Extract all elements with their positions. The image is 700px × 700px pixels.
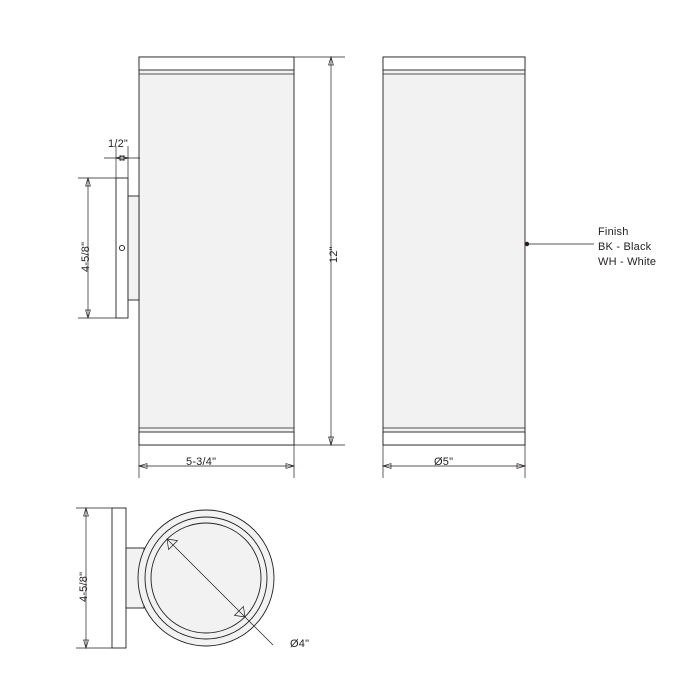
dim-label-aperture-diameter: Ø4" [290,638,310,650]
dim-label-backplate-height: 4-5/8" [80,241,92,272]
top-plan-view [112,508,274,648]
dim-label-overall-height: 12" [328,246,340,263]
dim-backplate-thickness [104,146,140,178]
dim-label-plan-depth: 4-5/8" [78,571,90,602]
plan-backplate [112,508,126,648]
dim-side-diameter [383,445,525,478]
dim-front-width [139,445,294,478]
front-backplate [116,178,128,318]
dim-label-backplate-thickness: 1/2" [108,138,128,150]
finish-option-bk: BK - Black [598,241,652,253]
front-elevation-view [116,57,294,445]
front-body [139,57,294,445]
side-top-cap [383,57,525,70]
dim-label-side-diameter: Ø5" [434,456,454,468]
dim-label-front-width: 5-3/4" [186,456,217,468]
side-body [383,57,525,445]
front-top-cap [139,57,294,70]
side-elevation-view [383,57,594,445]
front-bottom-cap [139,432,294,445]
finish-callout-title: Finish [598,226,629,238]
finish-callout [598,226,656,268]
side-bottom-cap [383,432,525,445]
finish-option-wh: WH - White [598,256,657,268]
finish-callout-anchor [525,242,529,246]
front-backplate-boss [128,196,139,300]
